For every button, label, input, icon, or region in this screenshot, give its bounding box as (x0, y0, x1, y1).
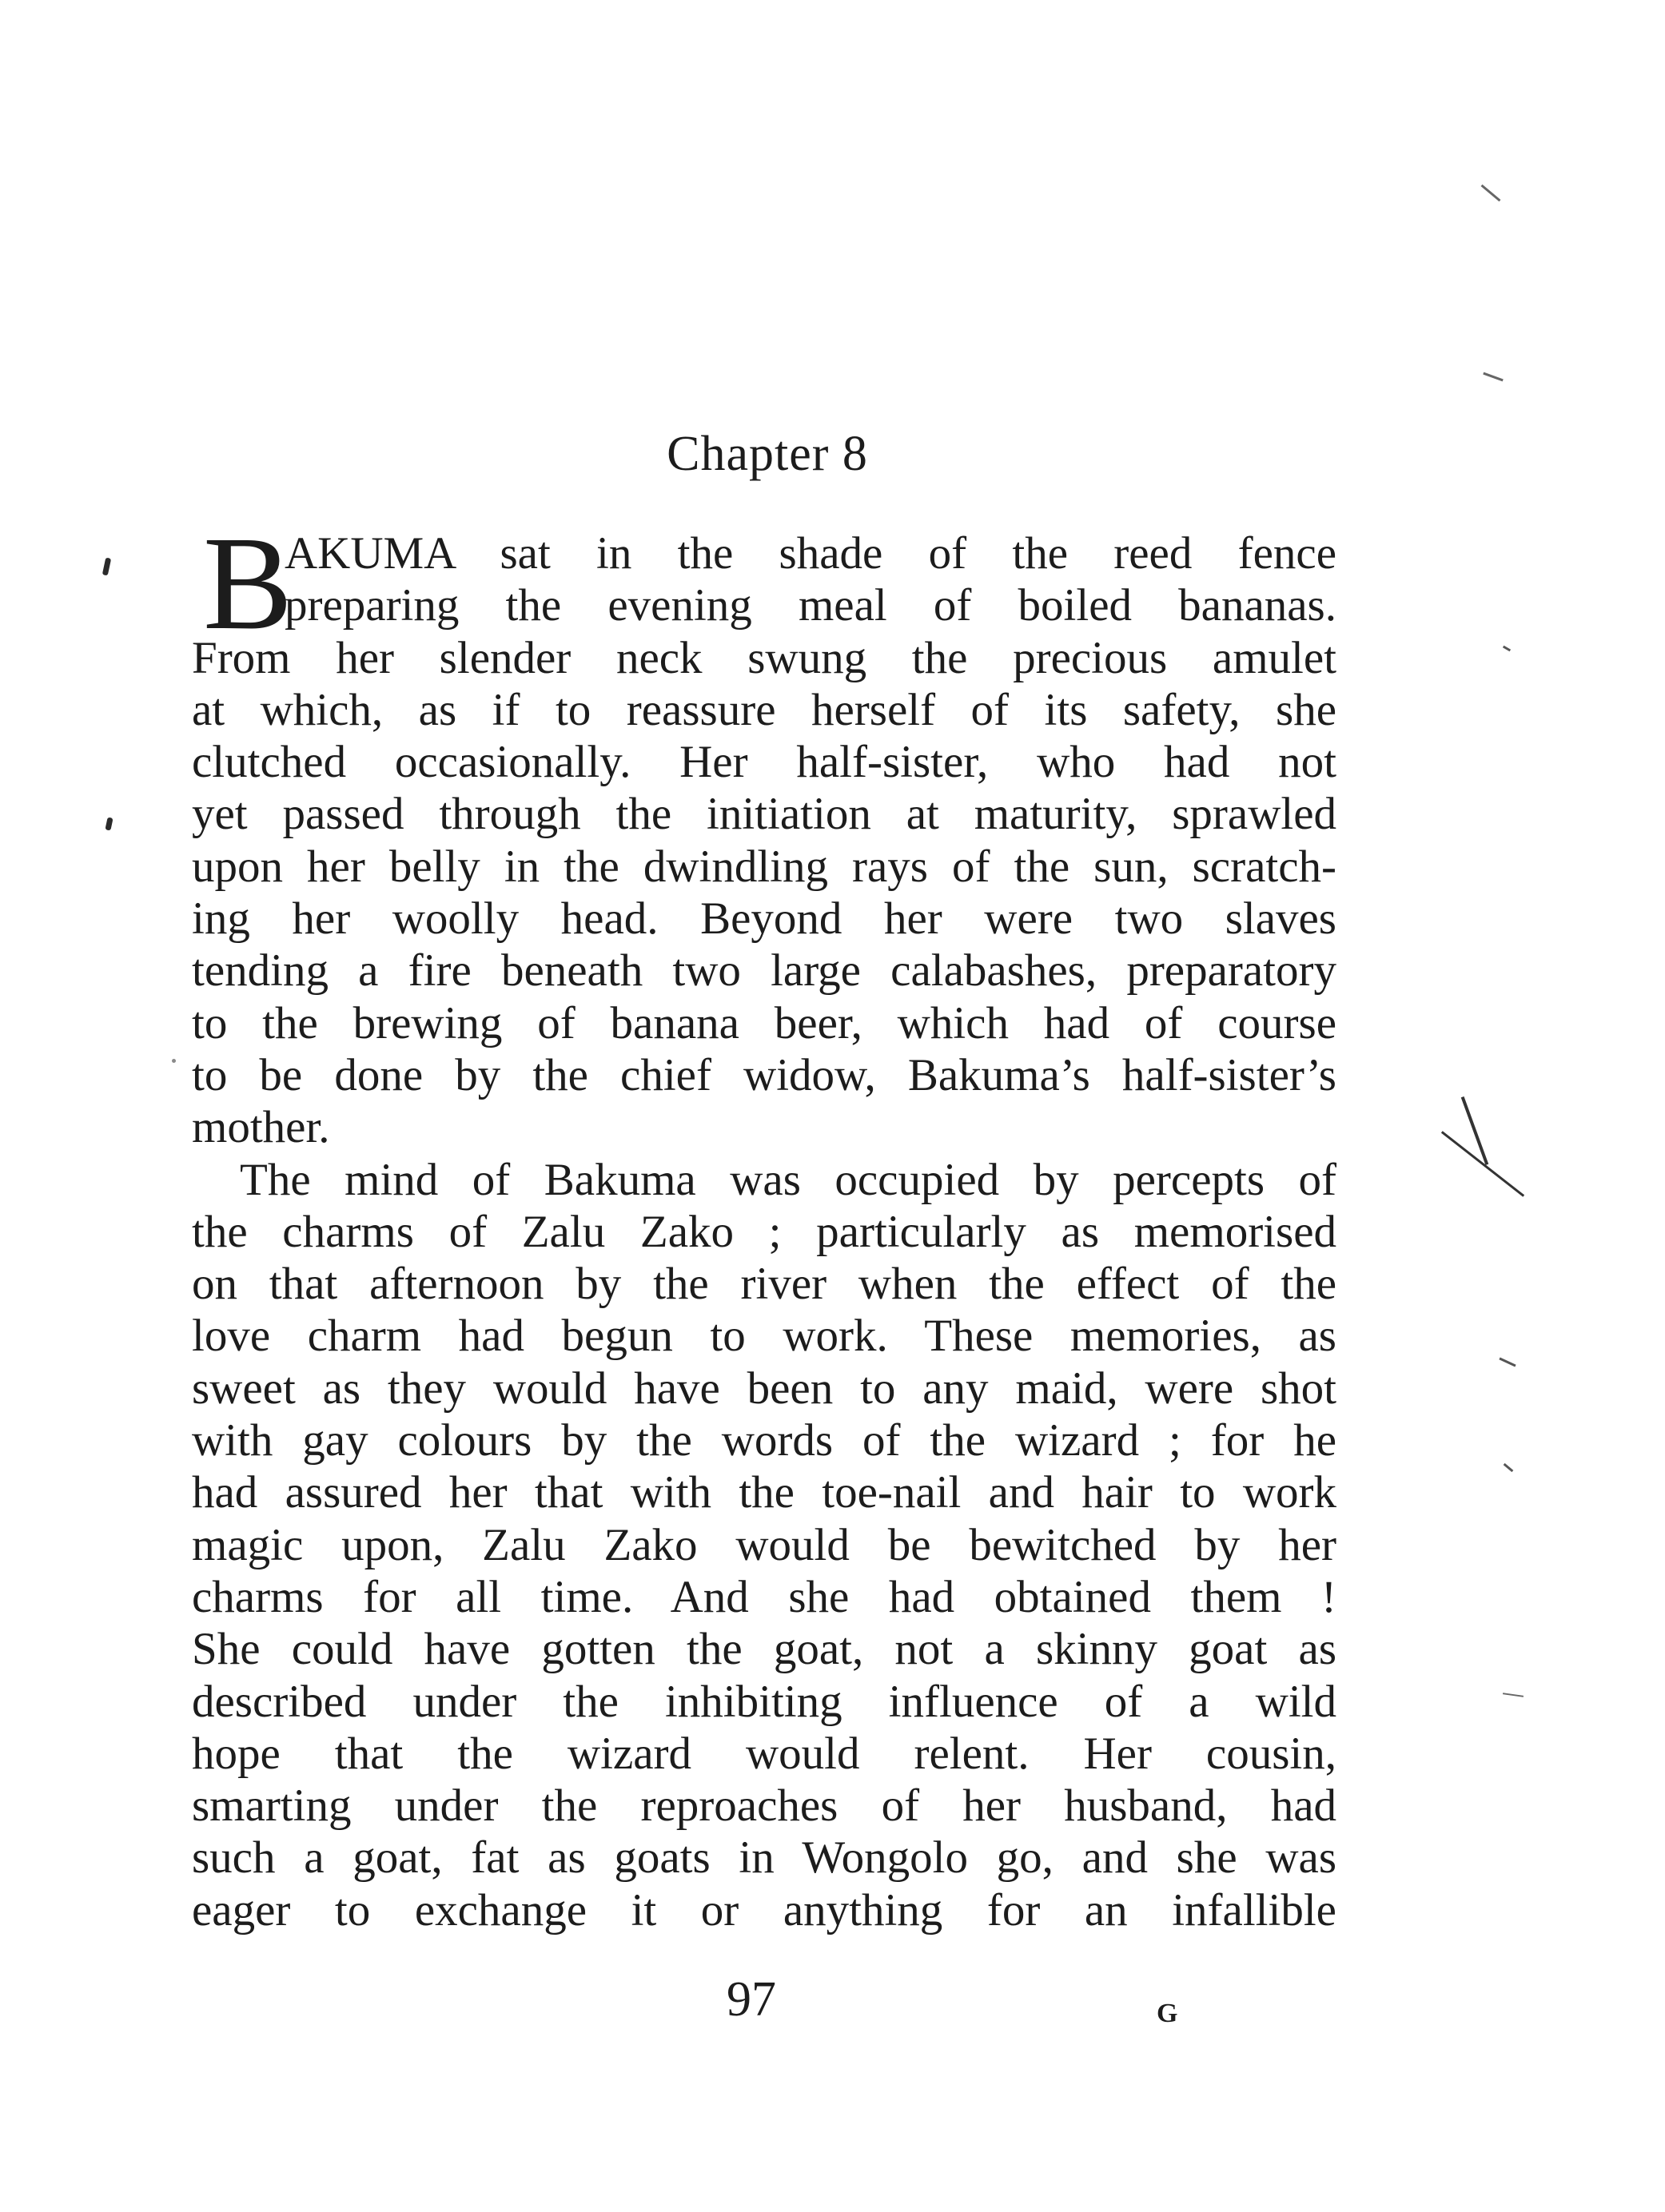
text-line: to the brewing of banana beer, which had of course (192, 997, 1336, 1048)
signature-mark: G (1157, 1999, 1178, 2028)
text-line: ing her woolly head. Beyond her were two slaves (192, 893, 1336, 945)
drop-cap: B (203, 509, 293, 658)
text-line: with gay colours by the words of the wizard ; for he (192, 1415, 1336, 1466)
edge-mark (1461, 1096, 1489, 1165)
text-line: charms for all time. And she had obtained them ! (192, 1571, 1336, 1622)
text-line: From her slender neck swung the precious amulet (192, 632, 1336, 683)
page-number: 97 (727, 1972, 776, 2027)
edge-mark (1441, 1131, 1524, 1196)
text-line: on that afternoon by the river when the effect of the (192, 1259, 1336, 1310)
margin-mark (102, 558, 111, 576)
edge-mark (1499, 1357, 1516, 1367)
text-line: eager to exchange it or anything for an infallible (192, 1884, 1336, 1936)
edge-mark (1503, 1693, 1524, 1697)
text-line: love charm had begun to work. These memories, as (192, 1311, 1336, 1362)
text-line: described under the inhibiting influence of a wild (192, 1676, 1336, 1727)
text-line: to be done by the chief widow, Bakuma’s half-sister’s (192, 1049, 1336, 1100)
text-line: The mind of Bakuma was occupied by percepts of (240, 1154, 1336, 1205)
text-line: at which, as if to reassure herself of its safety, she (192, 684, 1336, 735)
margin-mark (172, 1059, 176, 1063)
text-line: smarting under the reproaches of her husband, had (192, 1780, 1336, 1832)
text-line: had assured her that with the toe-nail and hair to work (192, 1467, 1336, 1518)
margin-mark (105, 817, 113, 830)
edge-mark (1504, 1463, 1514, 1472)
text-line: AKUMA sat in the shade of the reed fence (285, 528, 1336, 579)
text-line: such a goat, fat as goats in Wongolo go, and she was (192, 1832, 1336, 1884)
text-line: magic upon, Zalu Zako would be bewitched by her (192, 1519, 1336, 1570)
text-line: tending a fire beneath two large calabashes, preparatory (192, 945, 1336, 997)
text-line: preparing the evening meal of boiled bananas. (285, 580, 1336, 631)
text-line: the charms of Zalu Zako ; particularly as memorised (192, 1206, 1336, 1257)
text-line: She could have gotten the goat, not a skinny goat as (192, 1624, 1336, 1675)
text-line: yet passed through the initiation at maturity, sprawled (192, 789, 1336, 840)
body-text (192, 509, 1336, 1936)
text-line: hope that the wizard would relent. Her cousin, (192, 1728, 1336, 1779)
text-line: clutched occasionally. Her half-sister, who had not (192, 737, 1336, 788)
text-line: upon her belly in the dwindling rays of the sun, scratch- (192, 841, 1336, 892)
chapter-title: Chapter 8 (667, 427, 868, 481)
text-line: sweet as they would have been to any maid, were shot (192, 1363, 1336, 1414)
edge-mark (1483, 372, 1503, 382)
text-line: mother. (192, 1102, 330, 1153)
edge-mark (1481, 185, 1501, 202)
edge-mark (1503, 646, 1511, 652)
